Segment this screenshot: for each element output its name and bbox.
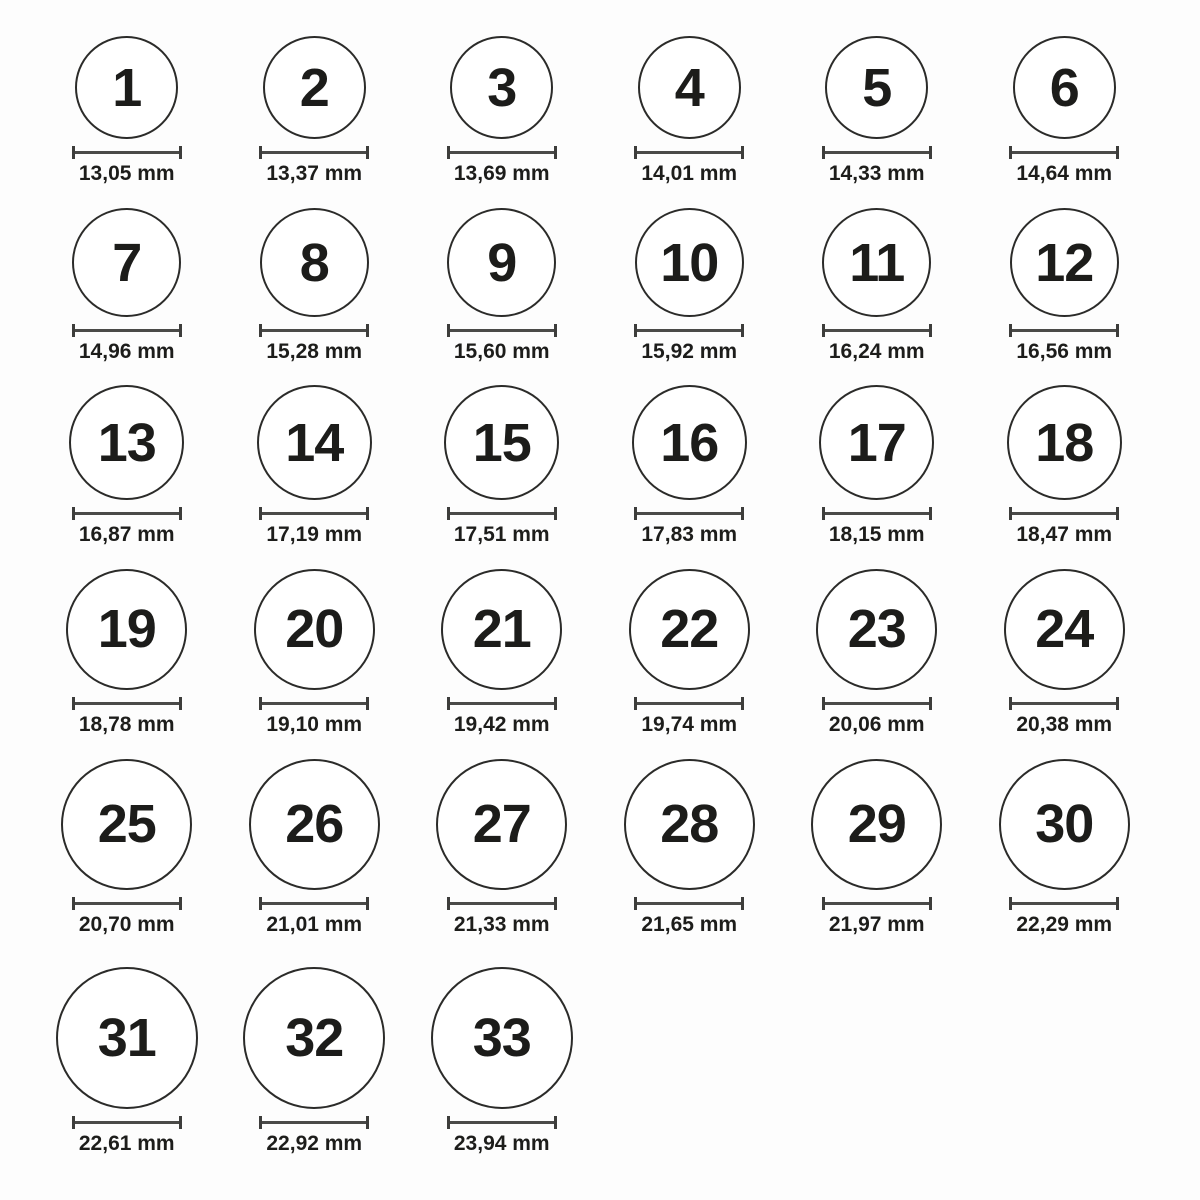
diameter-label: 14,96 mm [78,340,175,364]
ring-circle [1010,208,1119,317]
diameter-dimension-line [72,146,182,159]
diameter-label: 18,15 mm [828,523,925,547]
ring-size-number: 24 [1035,599,1094,660]
ring-size-item [971,759,1159,937]
ring-circle [632,385,747,500]
ring-size-item [971,36,1159,186]
diameter-dimension-line [259,507,369,520]
ring-circle [61,759,192,890]
diameter-label: 21,65 mm [641,912,738,936]
diameter-dimension-line [447,1116,557,1129]
ring-size-item [408,208,596,364]
ring-size-number: 25 [97,794,156,855]
ring-size-item [783,385,971,547]
diameter-label: 18,47 mm [1016,523,1113,547]
ring-size-number: 20 [285,599,344,660]
ring-size-item [971,385,1159,547]
chart-row [33,759,1200,937]
diameter-label: 13,69 mm [453,162,550,185]
diameter-dimension-line [447,324,557,337]
ring-size-item [408,759,596,937]
ring-circle [69,385,184,500]
diameter-label: 15,28 mm [266,340,363,364]
ring-circle [243,967,385,1109]
diameter-dimension-line [72,324,182,337]
diameter-dimension-line [822,507,932,520]
diameter-dimension-line [1009,146,1119,159]
ring-size-item [408,385,596,547]
ring-size-number: 6 [1049,57,1079,118]
ring-size-item [596,36,784,186]
ring-size-number: 23 [847,599,906,660]
diameter-dimension-line [72,507,182,520]
diameter-dimension-line [259,897,369,910]
ring-circle [436,759,567,890]
ring-size-number: 11 [849,232,905,293]
ring-circle [1007,385,1122,500]
diameter-label: 19,74 mm [641,712,738,736]
ring-circle [263,36,366,139]
ring-size-item [33,385,221,547]
ring-size-item [221,208,409,364]
ring-size-item [33,569,221,737]
diameter-dimension-line [259,324,369,337]
ring-size-number: 16 [660,412,719,473]
ring-size-number: 28 [660,794,719,855]
diameter-dimension-line [447,897,557,910]
diameter-label: 21,97 mm [828,912,925,936]
ring-size-number: 7 [112,232,142,293]
diameter-dimension-line [259,697,369,710]
ring-size-number: 33 [472,1007,531,1068]
ring-circle [444,385,559,500]
diameter-dimension-line [1009,697,1119,710]
ring-circle [66,569,187,690]
diameter-label: 15,92 mm [641,340,738,364]
ring-circle [450,36,553,139]
diameter-dimension-line [634,697,744,710]
ring-circle [999,759,1130,890]
diameter-label: 22,92 mm [266,1131,363,1155]
ring-circle [56,967,198,1109]
diameter-dimension-line [72,1116,182,1129]
ring-size-item [783,759,971,937]
diameter-label: 17,51 mm [453,523,550,547]
diameter-label: 14,64 mm [1016,162,1113,185]
ring-circle [249,759,380,890]
diameter-dimension-line [822,324,932,337]
diameter-label: 23,94 mm [453,1131,550,1155]
chart-row [33,385,1200,547]
ring-circle [75,36,178,139]
ring-size-number: 5 [862,57,892,118]
ring-size-number: 15 [472,412,531,473]
ring-size-number: 22 [660,599,719,660]
ring-size-number: 30 [1035,794,1094,855]
diameter-label: 16,24 mm [828,340,925,364]
ring-size-number: 27 [472,794,531,855]
ring-circle [816,569,937,690]
diameter-dimension-line [634,897,744,910]
ring-size-number: 29 [847,794,906,855]
ring-circle [1013,36,1116,139]
ring-size-item [221,759,409,937]
ring-size-item [33,967,221,1156]
ring-circle [1004,569,1125,690]
ring-size-item [971,208,1159,364]
diameter-dimension-line [447,507,557,520]
diameter-dimension-line [447,697,557,710]
ring-circle [447,208,556,317]
ring-size-item [596,759,784,937]
diameter-dimension-line [634,507,744,520]
diameter-dimension-line [1009,507,1119,520]
ring-size-number: 21 [472,599,531,660]
diameter-label: 20,06 mm [828,712,925,736]
ring-size-item [408,569,596,737]
diameter-dimension-line [72,697,182,710]
ring-circle [635,208,744,317]
diameter-label: 13,05 mm [78,162,175,185]
ring-circle [822,208,931,317]
diameter-label: 19,10 mm [266,712,363,736]
ring-circle [72,208,181,317]
ring-size-item [33,208,221,364]
ring-circle [629,569,750,690]
ring-size-number: 8 [299,232,329,293]
ring-size-item [783,36,971,186]
ring-size-number: 2 [299,57,329,118]
ring-size-item [33,759,221,937]
ring-circle [431,967,573,1109]
diameter-label: 16,56 mm [1016,340,1113,364]
ring-size-number: 10 [660,232,719,293]
ring-circle [441,569,562,690]
ring-circle [825,36,928,139]
ring-circle [257,385,372,500]
diameter-label: 20,38 mm [1016,712,1113,736]
ring-circle [254,569,375,690]
ring-size-item [221,36,409,186]
ring-size-item [33,36,221,186]
ring-size-item [596,385,784,547]
ring-size-item [221,569,409,737]
diameter-label: 15,60 mm [453,340,550,364]
ring-size-item [783,569,971,737]
ring-circle [811,759,942,890]
ring-size-number: 4 [674,57,704,118]
diameter-label: 20,70 mm [78,912,175,936]
diameter-dimension-line [259,146,369,159]
diameter-label: 21,33 mm [453,912,550,936]
diameter-label: 13,37 mm [266,162,363,185]
ring-size-number: 3 [487,57,517,118]
diameter-label: 22,61 mm [78,1131,175,1155]
diameter-label: 19,42 mm [453,712,550,736]
ring-size-item [596,569,784,737]
diameter-label: 14,33 mm [828,162,925,185]
diameter-dimension-line [634,324,744,337]
ring-size-item [221,967,409,1156]
chart-row [33,967,1200,1156]
ring-size-number: 13 [97,412,156,473]
diameter-label: 21,01 mm [266,912,363,936]
diameter-label: 17,83 mm [641,523,738,547]
ring-size-number: 18 [1035,412,1094,473]
ring-size-number: 1 [112,57,142,118]
diameter-label: 16,87 mm [78,523,175,547]
diameter-label: 17,19 mm [266,523,363,547]
ring-size-number: 32 [285,1007,344,1068]
diameter-dimension-line [822,697,932,710]
ring-size-item [971,569,1159,737]
ring-size-item [408,36,596,186]
ring-size-number: 31 [97,1007,156,1068]
diameter-dimension-line [447,146,557,159]
ring-circle [819,385,934,500]
ring-size-number: 19 [97,599,156,660]
diameter-label: 14,01 mm [641,162,738,185]
ring-size-number: 14 [285,412,344,473]
diameter-dimension-line [822,146,932,159]
ring-size-number: 9 [487,232,517,293]
ring-size-number: 17 [847,412,906,473]
ring-size-item [783,208,971,364]
diameter-dimension-line [72,897,182,910]
chart-row [33,208,1200,364]
diameter-dimension-line [259,1116,369,1129]
ring-size-item [596,208,784,364]
diameter-dimension-line [822,897,932,910]
ring-circle [260,208,369,317]
chart-row [33,36,1200,186]
chart-row [33,569,1200,737]
diameter-dimension-line [1009,324,1119,337]
diameter-dimension-line [1009,897,1119,910]
diameter-label: 18,78 mm [78,712,175,736]
ring-size-number: 26 [285,794,344,855]
ring-size-item [221,385,409,547]
ring-circle [638,36,741,139]
diameter-dimension-line [634,146,744,159]
ring-size-number: 12 [1035,232,1094,293]
diameter-label: 22,29 mm [1016,912,1113,936]
ring-size-item [408,967,596,1156]
ring-circle [624,759,755,890]
